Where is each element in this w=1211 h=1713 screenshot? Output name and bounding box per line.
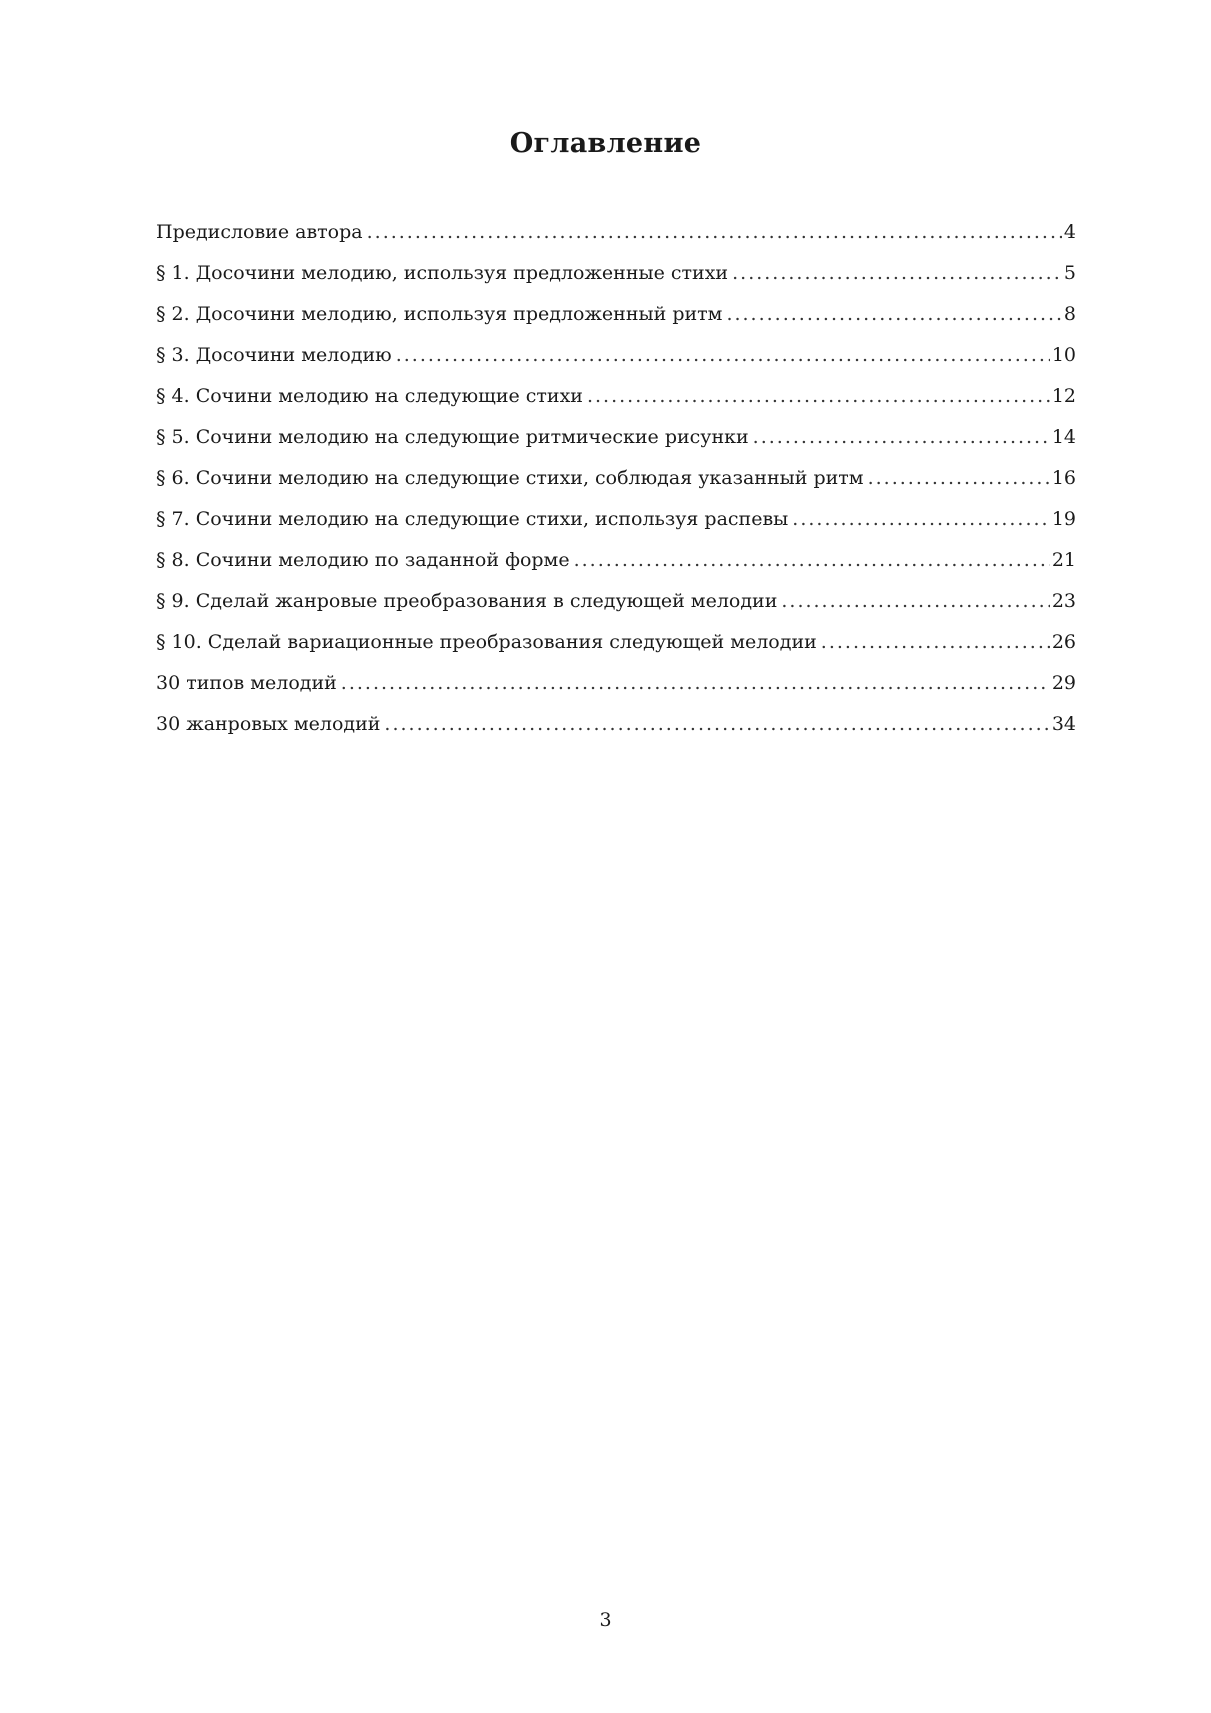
toc-dot-leader bbox=[792, 499, 1050, 540]
toc-entry[interactable] bbox=[156, 540, 1076, 581]
toc-dot-leader bbox=[574, 540, 1050, 581]
toc-entry-page: 14 bbox=[1051, 426, 1076, 448]
toc-entry-page: 10 bbox=[1051, 344, 1076, 366]
toc-entry-title: § 4. Сочини мелодию на следующие стихи bbox=[156, 385, 583, 407]
toc-entry-page: 8 bbox=[1063, 303, 1076, 325]
toc-dot-leader bbox=[781, 581, 1049, 622]
toc-entry-title: § 10. Сделай вариационные преобразования следующей мелодии bbox=[156, 631, 817, 653]
toc-entry-title: 30 типов мелодий bbox=[156, 672, 337, 694]
toc-entry-title: § 6. Сочини мелодию на следующие стихи, соблюдая указанный ритм bbox=[156, 467, 864, 489]
toc-entry-title: § 3. Досочини мелодию bbox=[156, 344, 392, 366]
toc-dot-leader bbox=[396, 335, 1050, 376]
toc-entry[interactable] bbox=[156, 458, 1076, 499]
toc-entry-title: § 2. Досочини мелодию, используя предложенный ритм bbox=[156, 303, 723, 325]
table-of-contents bbox=[156, 212, 1076, 745]
toc-entry-page: 4 bbox=[1063, 221, 1076, 243]
toc-entry-title: Предисловие автора bbox=[156, 221, 363, 243]
toc-entry[interactable] bbox=[156, 499, 1076, 540]
toc-dot-leader bbox=[341, 663, 1050, 704]
toc-entry-page: 21 bbox=[1051, 549, 1076, 571]
toc-entry-page: 16 bbox=[1051, 467, 1076, 489]
toc-entry[interactable] bbox=[156, 376, 1076, 417]
toc-dot-leader bbox=[384, 704, 1049, 745]
toc-entry[interactable] bbox=[156, 704, 1076, 745]
toc-entry-title: § 7. Сочини мелодию на следующие стихи, используя распевы bbox=[156, 508, 789, 530]
toc-entry-page: 12 bbox=[1051, 385, 1076, 407]
toc-dot-leader bbox=[726, 294, 1061, 335]
page-number: 3 bbox=[599, 1609, 612, 1631]
toc-dot-leader bbox=[732, 253, 1062, 294]
toc-dot-leader bbox=[587, 376, 1050, 417]
toc-entry[interactable] bbox=[156, 417, 1076, 458]
toc-entry[interactable] bbox=[156, 581, 1076, 622]
toc-entry-page: 5 bbox=[1063, 262, 1076, 284]
toc-entry-page: 23 bbox=[1051, 590, 1076, 612]
toc-entry-title: § 9. Сделай жанровые преобразования в следующей мелодии bbox=[156, 590, 778, 612]
toc-entry-title: § 1. Досочини мелодию, используя предложенные стихи bbox=[156, 262, 729, 284]
toc-entry-page: 34 bbox=[1051, 713, 1076, 735]
toc-entry-page: 26 bbox=[1051, 631, 1076, 653]
toc-entry[interactable] bbox=[156, 253, 1076, 294]
toc-entry-page: 29 bbox=[1051, 672, 1076, 694]
toc-dot-leader bbox=[821, 622, 1050, 663]
toc-entry-title: 30 жанровых мелодий bbox=[156, 713, 381, 735]
toc-dot-leader bbox=[367, 212, 1062, 253]
toc-entry-title: § 8. Сочини мелодию по заданной форме bbox=[156, 549, 570, 571]
toc-entry-title: § 5. Сочини мелодию на следующие ритмические рисунки bbox=[156, 426, 749, 448]
toc-entry-page: 19 bbox=[1051, 508, 1076, 530]
toc-entry[interactable] bbox=[156, 663, 1076, 704]
toc-entry[interactable] bbox=[156, 622, 1076, 663]
toc-dot-leader bbox=[868, 458, 1050, 499]
toc-entry[interactable] bbox=[156, 212, 1076, 253]
toc-entry[interactable] bbox=[156, 335, 1076, 376]
page-title: Оглавление bbox=[509, 128, 702, 159]
toc-dot-leader bbox=[753, 417, 1050, 458]
toc-entry[interactable] bbox=[156, 294, 1076, 335]
